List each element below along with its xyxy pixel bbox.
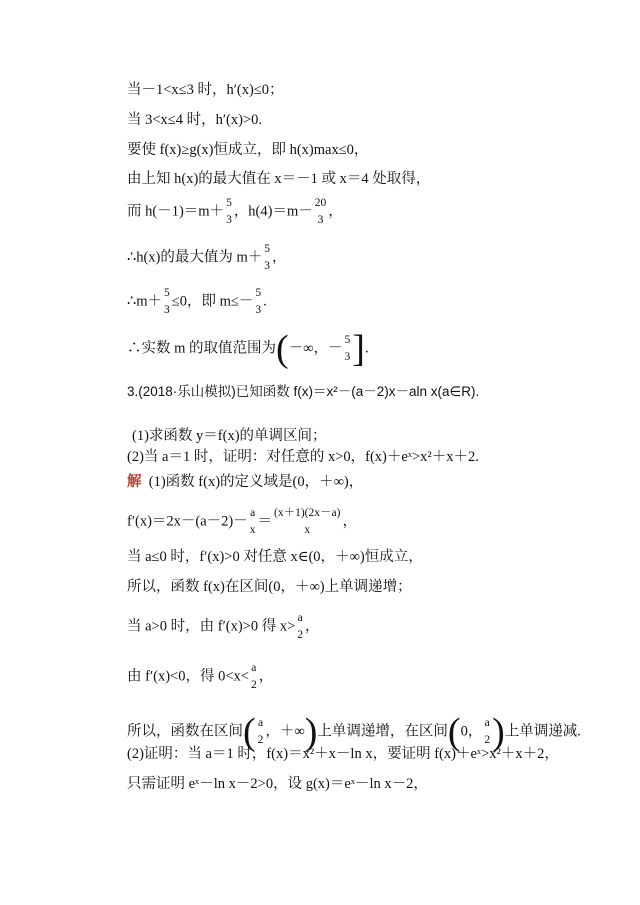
text-line-fractions	[127, 612, 320, 642]
fraction-numerator: a	[297, 612, 303, 624]
fraction-denominator: 2	[250, 679, 257, 691]
fraction	[251, 662, 257, 692]
text-segment: ∴h(x)的最大值为 m＋	[127, 249, 263, 266]
fraction	[255, 287, 261, 317]
text-segment: 上单调递增，在区间	[317, 723, 448, 740]
text-line: 由上知 h(x)的最大值在 x＝－1 或 x＝4 处取得，	[127, 171, 431, 187]
fraction-numerator: 5	[255, 287, 262, 299]
text-segment: 上单调递减.	[504, 723, 581, 740]
text-segment: －∞，－	[288, 340, 343, 357]
subquestion-2: (2)当 a＝1 时，证明：对任意的 x>0，f(x)＋eˣ>x²＋x＋2.	[127, 449, 479, 465]
text-segment: ≤0，即 m≤－	[171, 293, 254, 310]
fraction-numerator: a	[484, 717, 490, 729]
fraction	[345, 334, 351, 364]
fraction-denominator: 3	[255, 304, 262, 316]
text-segment: f′(x)＝2x－(a－2)－	[127, 513, 248, 530]
text-line: 当－1<x≤3 时，h′(x)≤0；	[127, 82, 284, 98]
fraction	[484, 717, 490, 747]
fraction-denominator: 2	[257, 734, 264, 746]
text-segment: ∴m＋	[127, 293, 163, 310]
fraction	[226, 197, 232, 227]
fraction-denominator: x	[249, 524, 256, 536]
text-segment: 0，	[460, 723, 483, 740]
fraction-numerator: 5	[226, 197, 232, 209]
text-segment: (1)函数 f(x)的定义域是(0，＋∞)，	[148, 474, 364, 490]
text-line: 所以，函数 f(x)在区间(0，＋∞)上单调递增；	[127, 579, 412, 595]
fraction	[258, 717, 264, 747]
text-segment: .	[364, 340, 369, 357]
fraction-denominator: 3	[317, 214, 324, 226]
fraction-numerator: a	[250, 507, 256, 519]
fraction	[297, 612, 303, 642]
text-line-fractions	[127, 197, 343, 227]
text-segment: 由 f′(x)<0，得 0<x<	[127, 668, 249, 685]
text-line: 要使 f(x)≥g(x)恒成立，即 h(x)max≤0，	[127, 142, 369, 158]
problem-heading: 3.(2018·乐山模拟)已知函数 f(x)＝x²－(a－2)x－aln x(a∈R).	[127, 384, 480, 399]
text-segment: ＝	[257, 513, 273, 530]
fraction-denominator: 2	[484, 734, 491, 746]
fraction	[164, 287, 170, 317]
text-segment: ，	[305, 618, 320, 635]
fraction-numerator: 5	[264, 243, 271, 255]
text-segment: 所以，函数在区间	[127, 723, 243, 740]
fraction-numerator: a	[251, 662, 257, 674]
fraction-numerator: 5	[344, 334, 351, 346]
text-line-fractions	[127, 287, 267, 317]
subquestion-1: (1)求函数 y＝f(x)的单调区间；	[132, 428, 327, 444]
fraction-denominator: 3	[344, 351, 351, 363]
fraction	[315, 197, 327, 227]
fraction	[274, 507, 340, 537]
solution-start	[127, 473, 363, 491]
fraction-denominator: 3	[164, 304, 170, 316]
text-line-fractions	[127, 662, 273, 692]
close-paren: )	[492, 711, 505, 753]
text-segment: ，h(4)＝m－	[233, 203, 313, 220]
fraction-numerator: 20	[314, 197, 327, 209]
text-segment: ，	[328, 203, 343, 220]
close-paren: )	[304, 711, 318, 753]
text-line: 当 3<x≤4 时，h′(x)>0.	[127, 112, 263, 128]
fraction-denominator: 2	[297, 629, 304, 641]
fraction-denominator: 3	[264, 260, 271, 272]
solution-label: 解	[127, 474, 142, 490]
fraction-numerator: 5	[164, 287, 170, 299]
fraction-denominator: x	[304, 524, 311, 536]
open-paren: (	[243, 711, 256, 753]
text-line-interval	[127, 330, 369, 368]
fraction-numerator: a	[257, 717, 264, 729]
fraction-denominator: 3	[226, 214, 232, 226]
text-segment: ，	[272, 249, 287, 266]
text-segment: ，	[258, 668, 274, 685]
text-line: 只需证明 eˣ－ln x－2>0，设 g(x)＝eˣ－ln x－2，	[127, 776, 428, 792]
fraction	[264, 243, 270, 273]
text-segment: ，＋∞	[265, 723, 305, 740]
text-line-fractions	[127, 507, 357, 537]
fraction-numerator: (x＋1)(2x－a)	[274, 507, 341, 519]
text-line: (2)证明：当 a＝1 时，f(x)＝x²＋x－ln x，要证明 f(x)＋eˣ>x²＋x＋2，	[127, 746, 559, 762]
text-segment: 而 h(－1)＝m＋	[127, 203, 225, 220]
text-segment: .	[263, 293, 267, 310]
open-paren: (	[276, 328, 289, 370]
text-line: 当 a≤0 时，f′(x)>0 对任意 x∈(0，＋∞)恒成立，	[127, 549, 423, 565]
text-line-fractions	[127, 243, 287, 273]
open-paren: (	[447, 711, 461, 753]
fraction	[250, 507, 256, 537]
close-bracket: ]	[352, 328, 365, 370]
text-segment: 当 a>0 时，由 f′(x)>0 得 x>	[127, 618, 296, 635]
text-segment: ∴实数 m 的取值范围为	[127, 340, 277, 357]
text-segment: ，	[342, 513, 357, 530]
